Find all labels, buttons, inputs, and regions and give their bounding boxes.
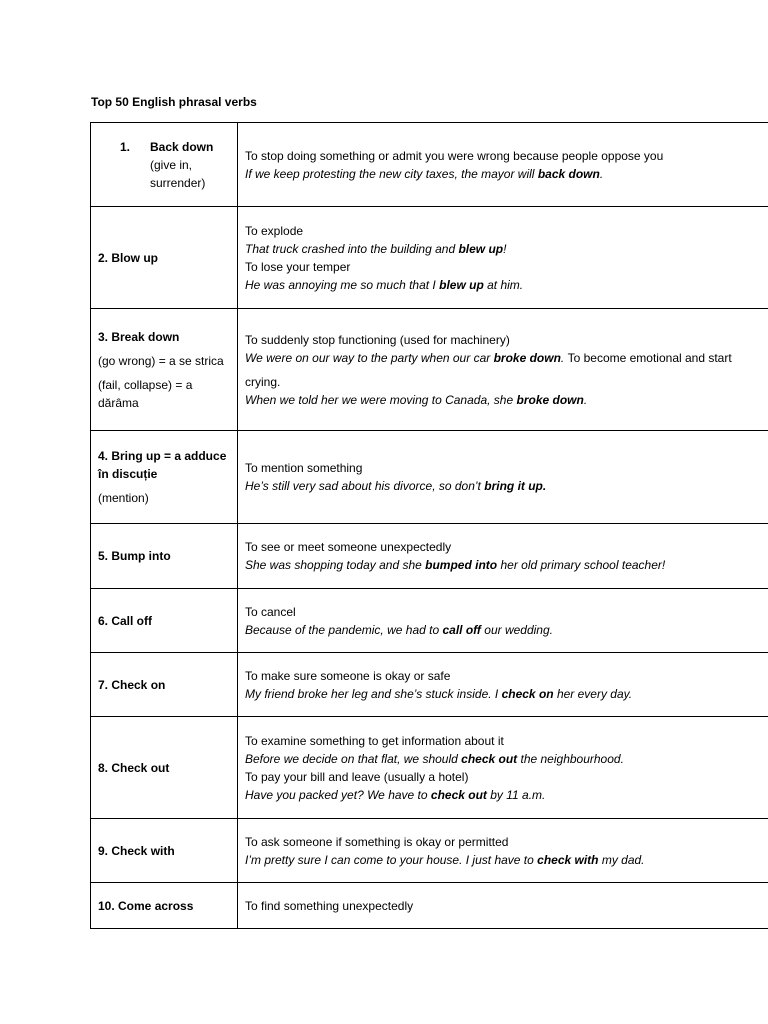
verb-note: surrender) (150, 175, 206, 190)
verb-cell (91, 589, 238, 653)
verb-note: (go wrong) = a se strica (98, 353, 224, 368)
verb-cell (91, 309, 238, 431)
definition-cell (238, 431, 768, 524)
definition-cell (238, 589, 768, 653)
verb-name: 10. Come across (98, 898, 194, 913)
table-row (91, 819, 768, 883)
verb-note: (fail, collapse) = a (98, 377, 193, 392)
example-highlight: check on (501, 686, 554, 701)
table-row (91, 524, 768, 589)
definition-cell (238, 123, 768, 207)
verb-cell (91, 431, 238, 524)
verb-name: 8. Check out (98, 760, 170, 775)
example-sentence: Before we decide on that flat, we should check out the neighbourhood. (245, 751, 624, 766)
example-sentence: When we told her we were moving to Canada, she broke down. (245, 392, 588, 407)
example-highlight: call off (442, 622, 481, 637)
verb-cell (91, 653, 238, 717)
verb-name: 3. Break down (98, 329, 180, 344)
phrasal-verb-table (90, 122, 768, 929)
definition-cell (238, 653, 768, 717)
definition: To lose your temper (245, 259, 351, 274)
definition: To explode (245, 223, 304, 238)
table-row (91, 883, 768, 929)
example-highlight: check out (461, 751, 518, 766)
table-row (91, 207, 768, 309)
table-row (91, 123, 768, 207)
definition: To suddenly stop functioning (used for machinery) (245, 332, 510, 347)
definition-cell (238, 524, 768, 589)
verb-name: 4. Bring up = a adduce (98, 449, 227, 463)
example-sentence: She was shopping today and she bumped into her old primary school teacher! (245, 558, 666, 572)
definition-cell (238, 883, 768, 929)
definition-cell (238, 207, 768, 309)
verb-name: 2. Blow up (98, 250, 158, 265)
table-row (91, 309, 768, 431)
definition: To stop doing something or admit you were wrong because people oppose you (245, 148, 664, 163)
definition: To make sure someone is okay or safe (245, 668, 451, 683)
verb-cell (91, 524, 238, 589)
definition: To become emotional and start (567, 350, 732, 365)
definition: crying. (245, 374, 281, 389)
example-sentence: My friend broke her leg and she’s stuck inside. I check on her every day. (245, 686, 633, 701)
example-highlight: bumped into (425, 558, 498, 572)
verb-note: (mention) (98, 491, 149, 505)
table-row (91, 717, 768, 819)
definition: To cancel (245, 604, 296, 619)
example-sentence: Because of the pandemic, we had to call off our wedding. (245, 622, 553, 637)
definition: To see or meet someone unexpectedly (245, 540, 452, 554)
example-highlight: back down (537, 166, 600, 181)
example-highlight: broke down (493, 350, 561, 365)
example-sentence: If we keep protesting the new city taxes, the mayor will back down. (245, 166, 604, 181)
verb-note: dărâma (98, 395, 139, 410)
example-highlight: blew up (439, 277, 484, 292)
example-highlight: broke down (516, 392, 584, 407)
verb-note: în discuție (98, 467, 158, 481)
verb-cell (91, 717, 238, 819)
table-row (91, 431, 768, 524)
verb-note: (give in, (150, 157, 193, 172)
definition: To pay your bill and leave (usually a hotel) (245, 769, 469, 784)
verb-name: 9. Check with (98, 843, 175, 858)
table-row (91, 589, 768, 653)
example-sentence: We were on our way to the party when our car broke down. To become emotional and start (245, 350, 732, 365)
verb-number: 1. (120, 139, 131, 154)
example-sentence: I’m pretty sure I can come to your house. I just have to check with my dad. (245, 852, 645, 867)
example-highlight: check out (430, 787, 487, 802)
document-title: Top 50 English phrasal verbs (91, 95, 257, 109)
verb-name: 6. Call off (98, 613, 153, 628)
example-highlight: bring it up. (484, 479, 547, 493)
example-sentence: He’s still very sad about his divorce, so don’t bring it up. (245, 479, 547, 493)
verb-cell (91, 883, 238, 929)
example-sentence: He was annoying me so much that I blew up at him. (245, 277, 524, 292)
example-sentence: Have you packed yet? We have to check out by 11 a.m. (245, 787, 546, 802)
definition: To find something unexpectedly (245, 898, 414, 913)
verb-name: Back down (150, 139, 214, 154)
verb-cell (91, 819, 238, 883)
verb-name: 7. Check on (98, 677, 166, 692)
example-highlight: check with (537, 852, 599, 867)
verb-cell (91, 207, 238, 309)
example-sentence: That truck crashed into the building and blew up! (245, 241, 507, 256)
verb-name: 5. Bump into (98, 549, 171, 563)
definition-cell (238, 717, 768, 819)
definition-cell (238, 309, 768, 431)
definition-cell (238, 819, 768, 883)
verb-cell (91, 123, 238, 207)
table-row (91, 653, 768, 717)
definition: To examine something to get information about it (245, 733, 504, 748)
definition: To mention something (245, 461, 363, 475)
example-highlight: blew up (458, 241, 504, 256)
definition: To ask someone if something is okay or permitted (245, 834, 509, 849)
